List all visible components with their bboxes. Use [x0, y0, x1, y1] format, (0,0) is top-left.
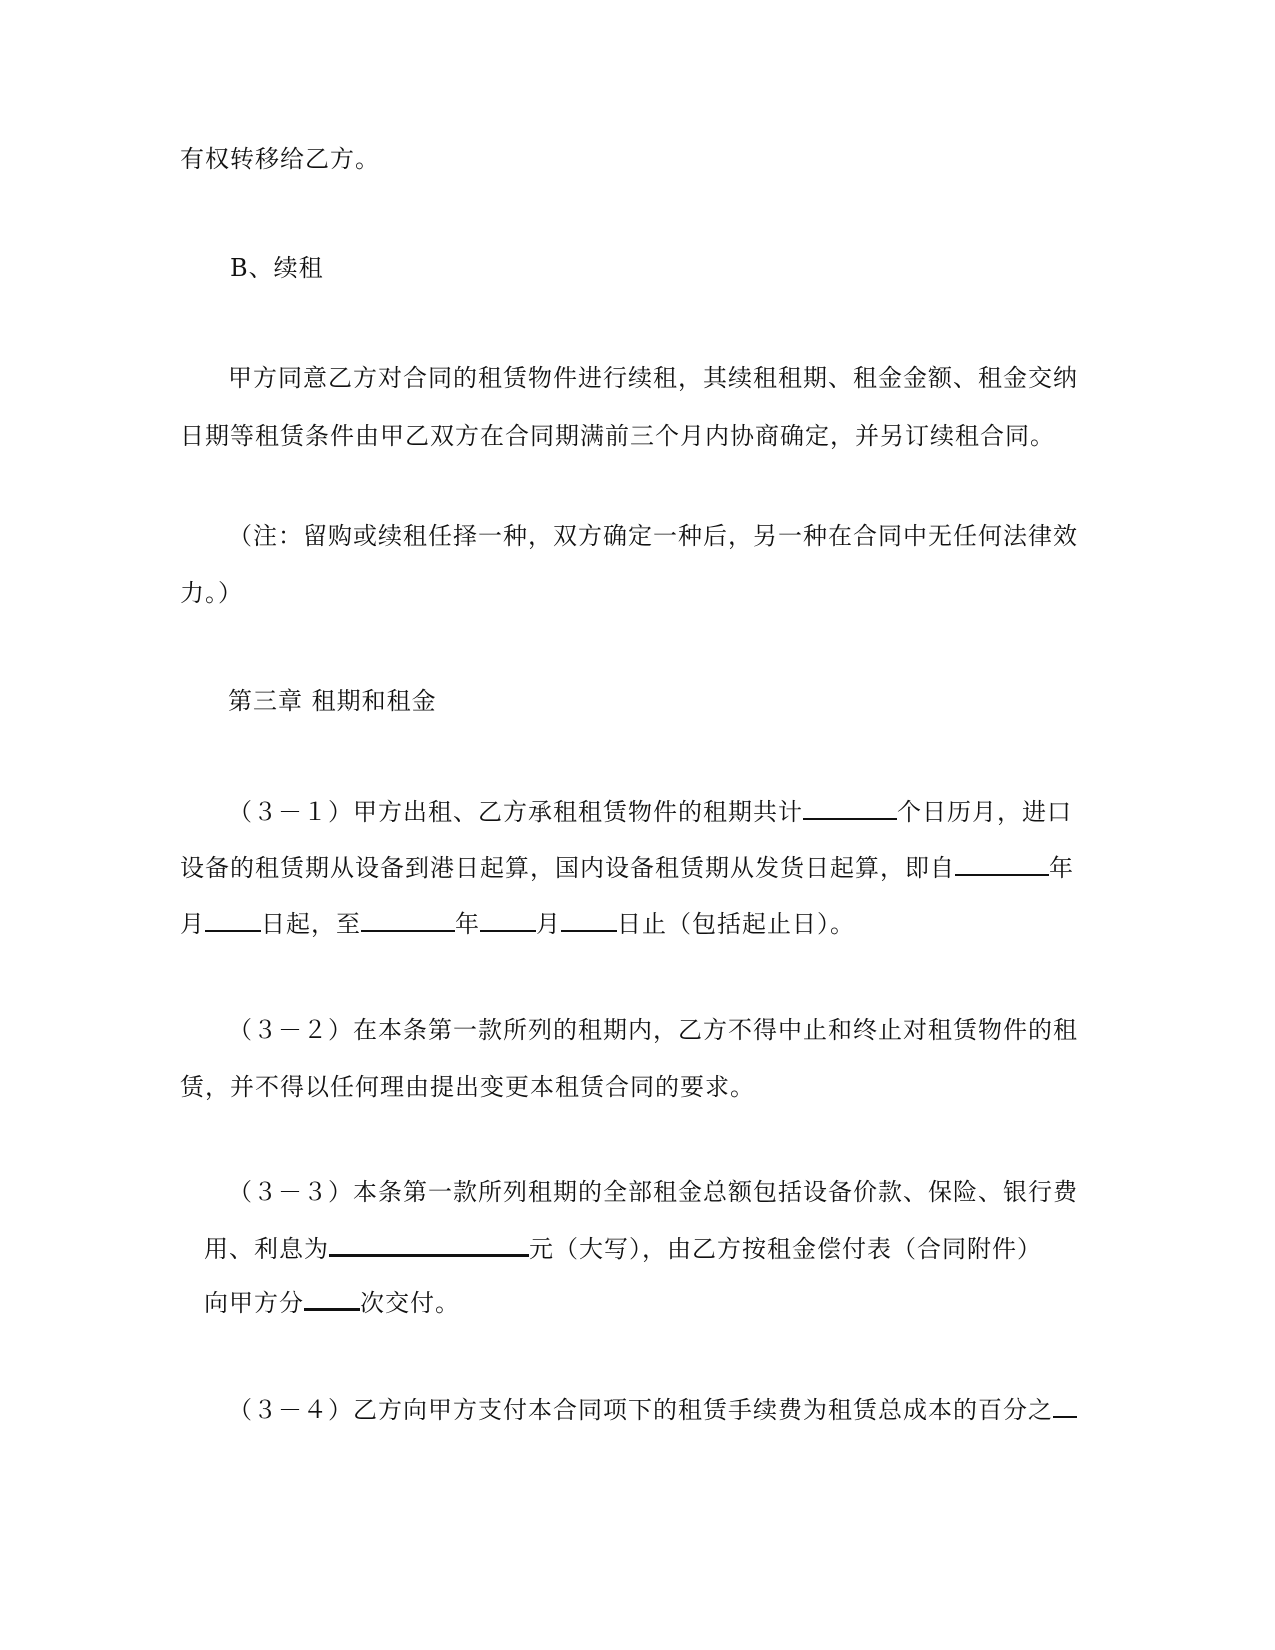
- fill-in-blank[interactable]: [205, 906, 261, 932]
- line-text: 有权转移给乙方。: [180, 145, 380, 173]
- line-text: 力。）: [180, 579, 243, 607]
- line-text: 月: [536, 910, 561, 938]
- clause-3-1-line-3: [180, 906, 855, 940]
- line-text: 次交付。: [360, 1289, 460, 1317]
- text-line-1: [180, 143, 380, 175]
- clause-3-1-line-2: [180, 850, 1074, 884]
- note-line-2: [180, 577, 243, 609]
- clause-3-3-line-1: [228, 1176, 1078, 1208]
- line-text: 向甲方分: [204, 1289, 304, 1317]
- fill-in-blank[interactable]: [955, 850, 1049, 876]
- fill-in-blank[interactable]: [329, 1230, 529, 1257]
- line-text: （注：留购或续租任择一种，双方确定一种后，另一种在合同中无任何法律效: [228, 522, 1078, 550]
- clause-3-2-line-1: [228, 1014, 1078, 1046]
- line-text: 用、利息为: [204, 1235, 329, 1263]
- note-line-1: [228, 520, 1078, 552]
- line-text: （３－４）乙方向甲方支付本合同项下的租赁手续费为租赁总成本的百分之: [228, 1396, 1053, 1424]
- line-text: 元（大写），由乙方按租金偿付表（合同附件）: [529, 1235, 1042, 1263]
- line-text: 年: [1049, 854, 1074, 882]
- fill-in-blank[interactable]: [361, 906, 455, 932]
- fill-in-blank[interactable]: [561, 906, 617, 932]
- line-text: 甲方同意乙方对合同的租赁物件进行续租，其续租租期、租金金额、租金交纳: [228, 364, 1078, 392]
- line-text: （３－２）在本条第一款所列的租期内，乙方不得中止和终止对租赁物件的租: [228, 1016, 1078, 1044]
- clause-3-2-line-2: [180, 1071, 755, 1103]
- line-text: B、续租: [230, 254, 324, 282]
- line-text: （３－１）甲方出租、乙方承租租赁物件的租期共计: [228, 798, 803, 826]
- line-text: 赁，并不得以任何理由提出变更本租赁合同的要求。: [180, 1073, 755, 1101]
- text-line-4: [180, 420, 1055, 452]
- line-text: 日止（包括起止日）。: [617, 910, 855, 938]
- fill-in-blank[interactable]: [803, 794, 897, 820]
- text-line-3: [228, 362, 1078, 394]
- chapter-heading: [228, 685, 437, 717]
- fill-in-blank[interactable]: [480, 906, 536, 932]
- line-text: 年: [455, 910, 480, 938]
- fill-in-blank[interactable]: [1053, 1392, 1077, 1418]
- line-text: 月: [180, 910, 205, 938]
- clause-3-3-line-3: [204, 1284, 460, 1319]
- line-text: 日期等租赁条件由甲乙双方在合同期满前三个月内协商确定，并另订续租合同。: [180, 422, 1055, 450]
- line-text: 日起，至: [261, 910, 361, 938]
- line-text: 第三章 租期和租金: [228, 687, 437, 715]
- line-text: （３－３）本条第一款所列租期的全部租金总额包括设备价款、保险、银行费: [228, 1178, 1078, 1206]
- clause-3-4-line-1: [228, 1392, 1077, 1426]
- section-heading-b: [230, 252, 324, 284]
- line-text: 设备的租赁期从设备到港日起算，国内设备租赁期从发货日起算，即自: [180, 854, 955, 882]
- clause-3-1-line-1: [228, 794, 1072, 828]
- clause-3-3-line-2: [204, 1230, 1042, 1265]
- line-text: 个日历月，进口: [897, 798, 1072, 826]
- fill-in-blank[interactable]: [304, 1284, 360, 1311]
